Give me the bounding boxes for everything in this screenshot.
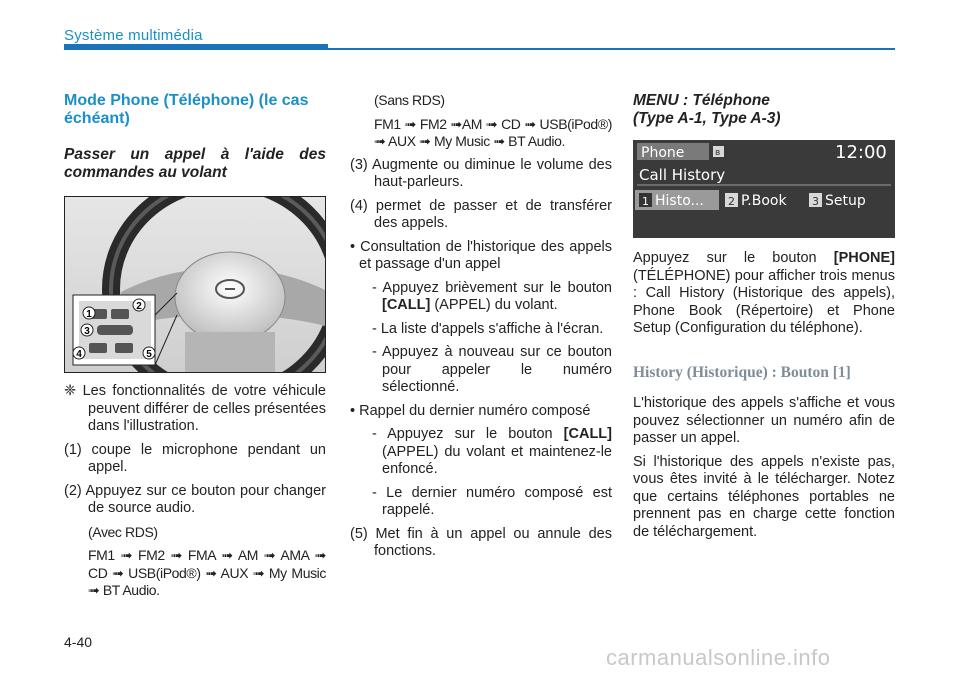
- history-paragraph-2: Si l'historique des appels n'existe pas, vous êtes invité à le télécharger. Notez que certains téléphones portables ne prennent pas en charge cette fonction de téléchargement.: [633, 453, 895, 540]
- figure-num-5: 5: [146, 349, 152, 360]
- b1-s1-post: (APPEL) du volant.: [430, 297, 558, 313]
- column-2: [350, 92, 612, 567]
- bullet1-step2: - La liste d'appels s'affiche à l'écran.: [372, 320, 604, 337]
- menu-heading-line2: (Type A-1, Type A-3): [633, 110, 781, 127]
- screen-bt-icon: ʙ: [715, 148, 721, 158]
- header-bar-thick: [64, 44, 328, 50]
- bullet2-step2: - Le dernier numéro composé est rappelé.: [372, 484, 612, 518]
- screen-num-2: 2: [728, 195, 735, 208]
- column-3: [633, 92, 895, 547]
- phone-key-label: [PHONE]: [833, 250, 895, 266]
- bullet2-step1: [360, 426, 612, 479]
- p1-post: (TÉLÉPHONE) pour afficher trois menus : Call History (Historique des appels), Phone Book (Répertoire) et Phone Setup (Configuration du téléphone).: [633, 267, 895, 336]
- b2-s1-pre: - Appuyez sur le bouton: [372, 426, 564, 442]
- item-5: (5) Met fin à un appel ou annule des fonctions.: [350, 525, 612, 559]
- bullet-call-history: • Consultation de l'historique des appels et passage d'un appel: [350, 238, 612, 272]
- screen-num-3: 3: [812, 195, 819, 208]
- bullet1-step3: - Appuyez à nouveau sur ce bouton pour appeler le numéro sélectionné.: [372, 344, 612, 395]
- watermark: carmanualsonline.info: [606, 645, 831, 670]
- bullet1-step1: [360, 280, 612, 315]
- menu-phone-heading: [633, 92, 895, 128]
- steering-wheel-figure: [64, 196, 326, 373]
- history-paragraph-1: L'historique des appels s'affiche et vous pouvez sélectionner un numéro afin de passer un appel.: [633, 395, 895, 446]
- page-number: 4-40: [64, 634, 93, 650]
- screen-menu-3: Setup: [825, 193, 866, 209]
- phone-mode-heading: Mode Phone (Téléphone) (le cas échéant): [64, 92, 309, 127]
- steering-wheel-illustration: [65, 197, 325, 372]
- bullet-redial: • Rappel du dernier numéro composé: [350, 402, 591, 419]
- sans-rds-label: (Sans RDS): [374, 92, 445, 108]
- avec-rds-sequence: FM1 ➟ FM2 ➟ FMA ➟ AM ➟ AMA ➟ CD ➟ USB(iPod®) ➟ AUX ➟ My Music ➟ BT Audio.: [88, 547, 326, 598]
- screen-time: 12:00: [835, 142, 887, 163]
- sans-rds-sequence: FM1 ➟ FM2 ➟AM ➟ CD ➟ USB(iPod®) ➟ AUX ➟ My Music ➟ BT Audio.: [374, 115, 612, 149]
- screen-num-1: 1: [642, 195, 649, 208]
- call-key-label: [CALL]: [382, 297, 431, 313]
- figure-num-1: 1: [86, 309, 92, 320]
- item-2: (2) Appuyez sur ce bouton pour changer de source audio.: [64, 482, 326, 516]
- screen-title: Phone: [641, 145, 685, 161]
- p1-pre: Appuyez sur le bouton: [633, 250, 834, 266]
- b2-s1-post: (APPEL) du volant et maintenez-le enfoncé.: [382, 443, 612, 477]
- column-1: [64, 92, 326, 606]
- b1-s1-pre: - Appuyez brièvement sur le bouton: [372, 279, 612, 296]
- note-features: ❈ Les fonctionnalités de votre véhicule peuvent différer de celles présentées dans l'illustration.: [64, 383, 326, 434]
- menu-heading-line1: MENU : Téléphone: [633, 92, 770, 109]
- figure-num-2: 2: [136, 301, 142, 312]
- header-bar-thin: [328, 48, 895, 50]
- screen-menu-2: P.Book: [741, 193, 787, 209]
- item-1: (1) coupe le microphone pendant un appel.: [64, 441, 326, 475]
- screen-menu-1: Histo...: [655, 193, 704, 209]
- phone-menu-screen-graphic: [633, 140, 895, 238]
- phone-button-paragraph: [633, 250, 895, 338]
- figure-num-4: 4: [76, 349, 82, 360]
- screen-subtitle: Call History: [639, 166, 726, 184]
- item-4: (4) permet de passer et de transférer des appels.: [350, 197, 612, 231]
- avec-rds-label: (Avec RDS): [88, 523, 158, 540]
- item-3: (3) Augmente ou diminue le volume des haut-parleurs.: [350, 156, 612, 190]
- section-title: Système multimédia: [64, 27, 203, 44]
- phone-menu-screen: [633, 140, 895, 238]
- figure-num-3: 3: [84, 326, 90, 337]
- steering-call-subheading: Passer un appel à l'aide des commandes au volant: [64, 146, 326, 181]
- history-heading: History (Historique) : Bouton [1]: [633, 363, 851, 381]
- call-key-label-2: [CALL]: [563, 426, 612, 442]
